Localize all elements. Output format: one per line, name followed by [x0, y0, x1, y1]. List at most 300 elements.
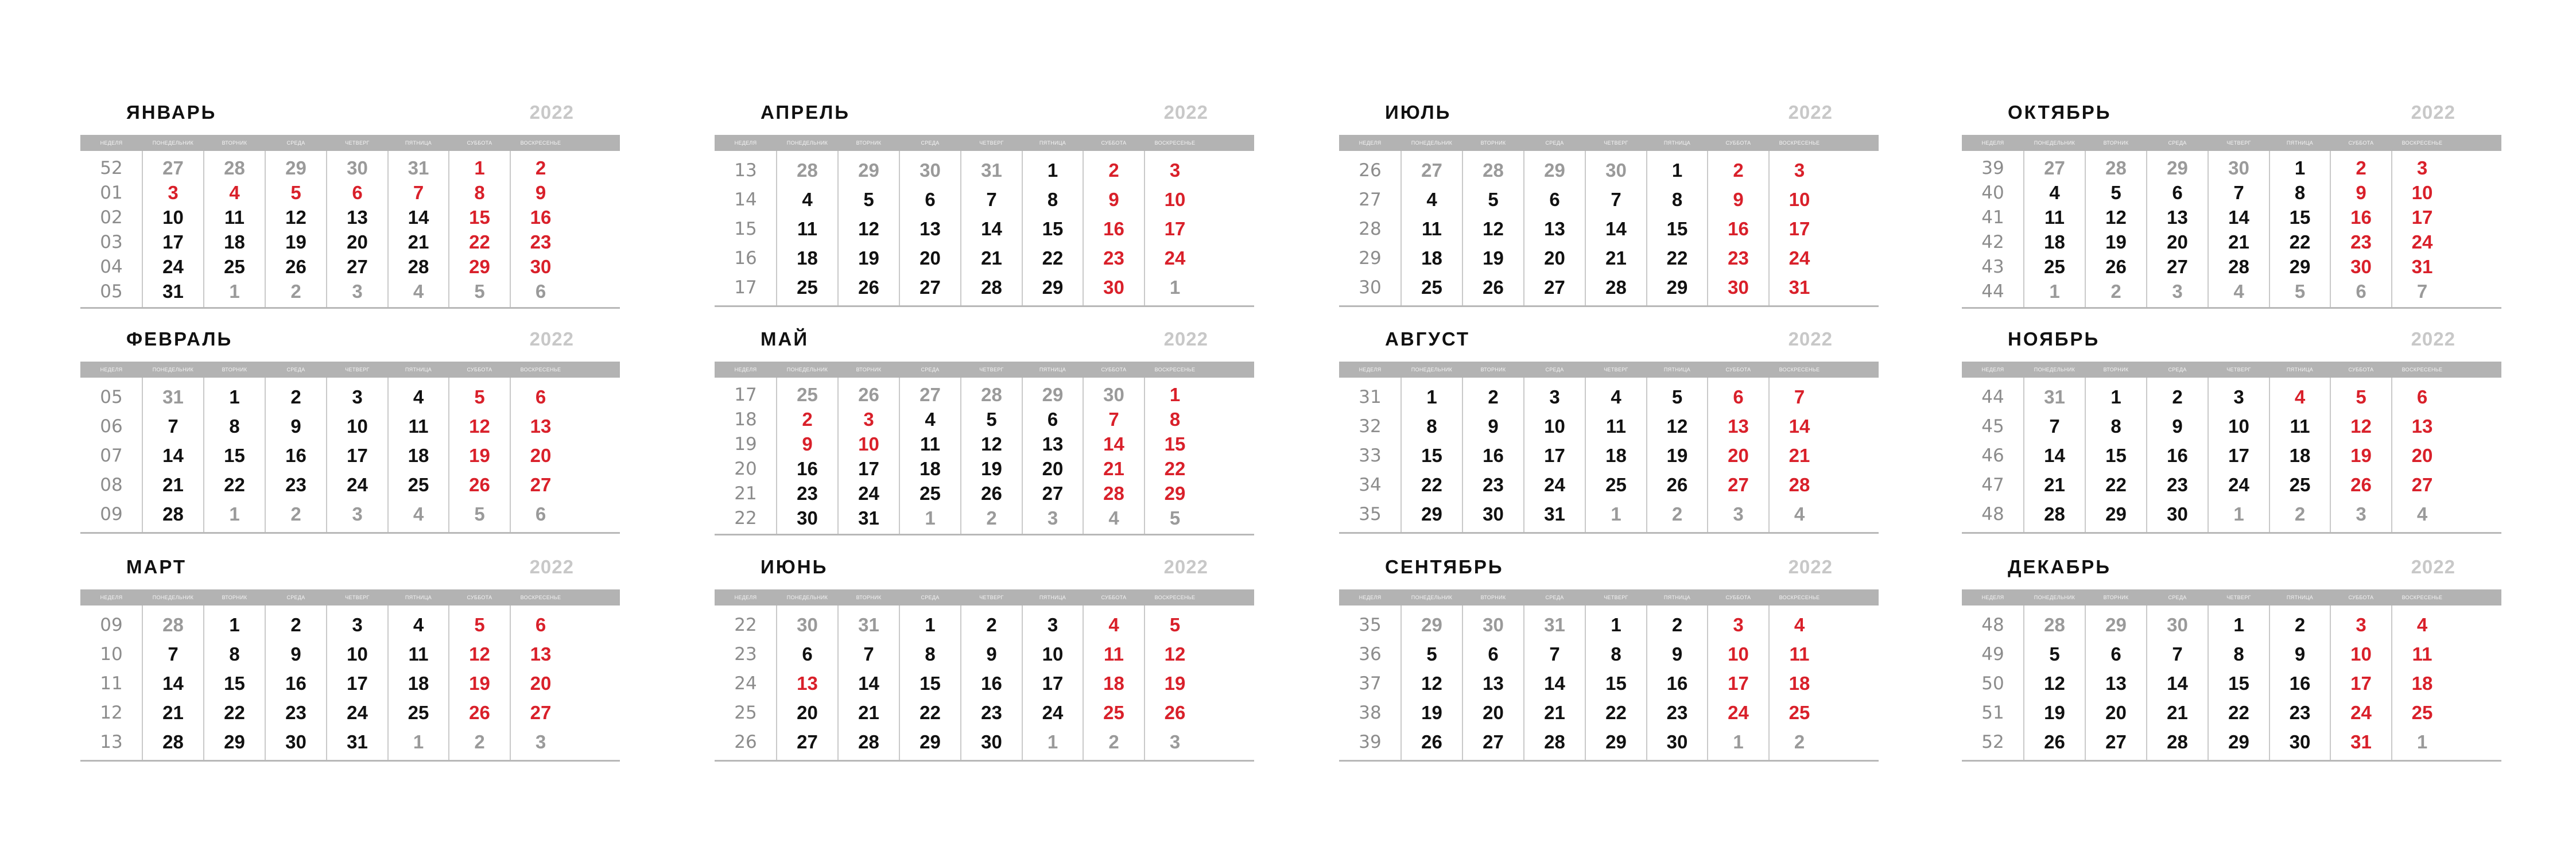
month-bottom-rule [1339, 532, 1879, 534]
day-cell: 3 [2356, 503, 2366, 525]
weekday-header: СРЕДА [286, 140, 305, 146]
weekday-header: ВТОРНИК [2103, 595, 2129, 600]
week-row [80, 639, 620, 669]
day-cell: 14 [2228, 206, 2249, 228]
day-cell: 2 [290, 503, 301, 525]
day-cell: 3 [1047, 507, 1058, 529]
column-divider [1707, 151, 1708, 305]
day-cell: 6 [535, 503, 546, 525]
week-number: 17 [734, 277, 757, 298]
week-row [715, 727, 1254, 756]
day-cell: 20 [1728, 444, 1749, 466]
weekday-header: ВТОРНИК [222, 595, 247, 600]
column-divider [510, 151, 511, 307]
week-row [1339, 441, 1879, 470]
day-cell: 15 [1605, 672, 1627, 694]
month-year: 2022 [529, 102, 574, 123]
day-cell: 15 [1421, 444, 1442, 466]
week-row [80, 279, 620, 304]
day-cell: 17 [1164, 218, 1186, 239]
weekday-header: СРЕДА [921, 140, 940, 146]
day-cell: 2 [1794, 731, 1805, 752]
day-cell: 23 [981, 701, 1002, 723]
day-cell: 26 [1666, 473, 1688, 495]
column-divider [2146, 151, 2147, 307]
day-cell: 5 [2049, 643, 2060, 665]
day-cell: 1 [2416, 731, 2428, 752]
column-divider [837, 606, 839, 760]
day-cell: 28 [981, 383, 1002, 405]
day-cell: 15 [2228, 672, 2249, 694]
day-cell: 2 [535, 157, 546, 178]
week-row [1962, 412, 2501, 441]
week-number-header: НЕДЕЛЯ [1981, 367, 2004, 372]
day-cell: 3 [2233, 386, 2244, 407]
day-cell: 23 [1103, 247, 1124, 269]
column-divider [387, 606, 389, 760]
weekday-header: ВОСКРЕСЕНЬЕ [2402, 595, 2443, 600]
day-cell: 3 [352, 280, 363, 302]
week-number: 26 [734, 731, 757, 752]
month-name: МАРТ [126, 556, 187, 577]
day-cell: 11 [1422, 218, 1442, 239]
weekday-header: СРЕДА [2168, 140, 2187, 146]
week-row [1339, 499, 1879, 529]
day-cell: 12 [1164, 643, 1186, 665]
day-cell: 26 [2350, 473, 2372, 495]
column-divider [1083, 606, 1084, 760]
week-number: 48 [1981, 614, 2004, 635]
column-divider [1646, 151, 1647, 305]
column-divider [2269, 378, 2270, 532]
day-cell: 1 [1047, 731, 1058, 752]
week-row [80, 499, 620, 529]
day-cell: 30 [530, 255, 552, 277]
day-cell: 30 [285, 731, 307, 752]
day-cell: 2 [1671, 614, 1683, 635]
day-cell: 18 [1605, 444, 1627, 466]
weekday-header: СУББОТА [467, 595, 492, 600]
day-cell: 16 [2167, 444, 2188, 466]
day-cell: 19 [1164, 672, 1186, 694]
weekday-header: ПОНЕДЕЛЬНИК [152, 595, 194, 600]
day-cell: 5 [474, 614, 485, 635]
column-divider [265, 151, 266, 307]
column-divider [203, 378, 204, 532]
day-cell: 16 [797, 457, 818, 479]
day-cell: 7 [2416, 280, 2428, 302]
day-cell: 11 [1104, 643, 1124, 665]
weekday-header: ВТОРНИК [856, 367, 882, 372]
day-cell: 2 [986, 507, 997, 529]
day-cell: 25 [2289, 473, 2311, 495]
week-row [1339, 273, 1879, 302]
day-cell: 28 [858, 731, 879, 752]
month-bottom-rule [1962, 532, 2501, 534]
day-cell: 27 [162, 157, 184, 178]
week-number: 19 [734, 433, 757, 455]
day-cell: 2 [2294, 614, 2306, 635]
week-number-header: НЕДЕЛЯ [100, 367, 123, 372]
week-number: 35 [1359, 503, 1382, 525]
weekday-header: ПЯТНИЦА [405, 140, 432, 146]
day-cell: 27 [1544, 276, 1565, 298]
weekday-header: СУББОТА [1101, 367, 1127, 372]
day-cell: 18 [408, 672, 429, 694]
day-cell: 3 [535, 731, 546, 752]
week-row [1962, 499, 2501, 529]
day-cell: 21 [2228, 231, 2249, 253]
column-divider [1523, 606, 1524, 760]
week-row [1339, 185, 1879, 214]
week-number: 27 [1359, 189, 1382, 210]
day-cell: 8 [1611, 643, 1621, 665]
day-cell: 31 [347, 731, 368, 752]
month-block [80, 555, 620, 762]
day-cell: 4 [2233, 280, 2244, 302]
day-cell: 18 [920, 457, 941, 479]
day-cell: 29 [2105, 614, 2127, 635]
day-cell: 3 [352, 614, 363, 635]
day-cell: 5 [863, 188, 874, 210]
day-cell: 3 [1794, 159, 1805, 181]
day-cell: 28 [2167, 731, 2188, 752]
column-divider [2208, 151, 2209, 307]
day-cell: 1 [1426, 386, 1437, 407]
day-cell: 14 [1605, 218, 1627, 239]
day-cell: 4 [2416, 503, 2428, 525]
day-cell: 26 [1421, 731, 1442, 752]
day-cell: 6 [352, 181, 363, 203]
day-cell: 2 [2111, 280, 2121, 302]
day-cell: 7 [168, 415, 179, 437]
column-divider [837, 151, 839, 305]
month-year: 2022 [1788, 328, 1833, 350]
week-row [80, 180, 620, 205]
day-cell: 20 [1042, 457, 1064, 479]
day-cell: 27 [530, 473, 552, 495]
weekday-header: ВТОРНИК [222, 367, 247, 372]
day-cell: 4 [413, 386, 424, 407]
day-cell: 16 [2289, 672, 2311, 694]
week-row [715, 481, 1254, 506]
day-cell: 28 [408, 255, 429, 277]
day-cell: 18 [224, 231, 245, 253]
weekday-header: ЧЕТВЕРГ [345, 367, 370, 372]
weekday-header: ЧЕТВЕРГ [979, 595, 1004, 600]
day-cell: 15 [1164, 433, 1186, 455]
week-number: 09 [100, 614, 123, 635]
day-cell: 10 [2411, 181, 2433, 203]
day-cell: 29 [1544, 159, 1565, 181]
day-cell: 5 [290, 181, 301, 203]
month-grid [1339, 378, 1879, 532]
column-divider [142, 606, 143, 760]
day-cell: 31 [1544, 503, 1565, 525]
day-cell: 1 [1169, 383, 1181, 405]
day-cell: 10 [1789, 188, 1810, 210]
column-divider [2146, 606, 2147, 760]
week-number-header: НЕДЕЛЯ [734, 140, 757, 146]
day-cell: 24 [1789, 247, 1810, 269]
weekday-header: ПЯТНИЦА [405, 367, 432, 372]
week-row [715, 185, 1254, 214]
day-cell: 12 [1483, 218, 1504, 239]
day-cell: 10 [1728, 643, 1749, 665]
day-cell: 1 [2233, 503, 2244, 525]
day-cell: 17 [2350, 672, 2372, 694]
month-year: 2022 [2411, 556, 2455, 577]
day-cell: 17 [2411, 206, 2433, 228]
week-number: 06 [100, 416, 123, 437]
day-cell: 22 [469, 231, 490, 253]
day-cell: 19 [469, 444, 490, 466]
day-cell: 12 [858, 218, 879, 239]
day-cell: 1 [1047, 159, 1058, 181]
column-divider [776, 606, 777, 760]
week-number: 34 [1359, 474, 1382, 495]
day-cell: 2 [1108, 731, 1119, 752]
week-row [1339, 669, 1879, 698]
day-cell: 2 [1733, 159, 1744, 181]
day-cell: 5 [2111, 181, 2121, 203]
column-divider [1462, 378, 1463, 532]
weekday-header: ВОСКРЕСЕНЬЕ [1779, 595, 1820, 600]
day-cell: 5 [1488, 188, 1499, 210]
week-number: 14 [734, 189, 757, 210]
day-cell: 28 [1544, 731, 1565, 752]
day-cell: 4 [1611, 386, 1621, 407]
weekday-header: ВОСКРЕСЕНЬЕ [520, 140, 561, 146]
week-number: 26 [1359, 160, 1382, 181]
day-cell: 16 [1666, 672, 1688, 694]
day-cell: 27 [1483, 731, 1504, 752]
month-header [1339, 327, 1879, 362]
day-cell: 10 [347, 643, 368, 665]
day-cell: 27 [2167, 255, 2188, 277]
day-cell: 1 [1671, 159, 1683, 181]
month-header [715, 555, 1254, 589]
month-name: ОКТЯБРЬ [2008, 102, 2112, 123]
day-cell: 1 [229, 614, 240, 635]
day-cell: 24 [1042, 701, 1064, 723]
day-cell: 5 [2294, 280, 2306, 302]
day-cell: 12 [2105, 206, 2127, 228]
day-cell: 4 [1108, 614, 1119, 635]
day-cell: 3 [1549, 386, 1560, 407]
day-cell: 23 [2350, 231, 2372, 253]
month-bottom-rule [715, 534, 1254, 535]
day-cell: 1 [413, 731, 424, 752]
day-cell: 19 [2105, 231, 2127, 253]
day-cell: 14 [2167, 672, 2188, 694]
week-number: 15 [734, 218, 757, 239]
weekday-header: СУББОТА [467, 367, 492, 372]
week-number: 41 [1981, 207, 2004, 228]
day-cell: 8 [229, 415, 240, 437]
month-block [715, 100, 1254, 307]
week-number: 18 [734, 409, 757, 430]
weekday-header: ЧЕТВЕРГ [1604, 140, 1628, 146]
weekday-header-bar [80, 135, 620, 151]
week-row [1962, 470, 2501, 499]
day-cell: 28 [2044, 614, 2065, 635]
day-cell: 5 [1169, 614, 1181, 635]
column-divider [2085, 151, 2086, 307]
day-cell: 21 [981, 247, 1002, 269]
week-number: 32 [1359, 416, 1382, 437]
weekday-header: ПОНЕДЕЛЬНИК [1411, 140, 1453, 146]
day-cell: 21 [1103, 457, 1124, 479]
day-cell: 29 [1421, 503, 1442, 525]
week-number: 48 [1981, 503, 2004, 525]
day-cell: 3 [2172, 280, 2183, 302]
week-number: 21 [734, 483, 757, 504]
column-divider [960, 378, 961, 534]
day-cell: 23 [1728, 247, 1749, 269]
column-divider [1585, 378, 1586, 532]
month-year: 2022 [1788, 556, 1833, 577]
month-header [1962, 327, 2501, 362]
day-cell: 25 [797, 276, 818, 298]
week-number: 52 [1981, 731, 2004, 752]
weekday-header: ЧЕТВЕРГ [2226, 140, 2251, 146]
day-cell: 21 [858, 701, 879, 723]
month-grid [1962, 606, 2501, 760]
day-cell: 27 [920, 383, 941, 405]
month-header [1339, 555, 1879, 589]
day-cell: 20 [2167, 231, 2188, 253]
day-cell: 23 [797, 482, 818, 504]
week-number: 44 [1981, 386, 2004, 407]
day-cell: 31 [2411, 255, 2433, 277]
month-year: 2022 [1788, 102, 1833, 123]
column-divider [1083, 151, 1084, 305]
day-cell: 26 [285, 255, 307, 277]
day-cell: 3 [1733, 614, 1744, 635]
day-cell: 5 [1671, 386, 1683, 407]
weekday-header: ВОСКРЕСЕНЬЕ [2402, 367, 2443, 372]
day-cell: 2 [1488, 386, 1499, 407]
day-cell: 23 [285, 701, 307, 723]
day-cell: 9 [2294, 643, 2306, 665]
week-number: 37 [1359, 673, 1382, 694]
day-cell: 31 [1544, 614, 1565, 635]
day-cell: 19 [285, 231, 307, 253]
day-cell: 20 [2411, 444, 2433, 466]
weekday-header: СУББОТА [1725, 595, 1751, 600]
day-cell: 27 [920, 276, 941, 298]
week-row [1339, 412, 1879, 441]
day-cell: 5 [2356, 386, 2366, 407]
week-number: 29 [1359, 247, 1382, 269]
day-cell: 11 [1789, 643, 1810, 665]
weekday-header: ВОСКРЕСЕНЬЕ [520, 595, 561, 600]
day-cell: 26 [2105, 255, 2127, 277]
day-cell: 24 [2228, 473, 2249, 495]
weekday-header: ПОНЕДЕЛЬНИК [1411, 595, 1453, 600]
month-block [1339, 100, 1879, 307]
day-cell: 13 [2411, 415, 2433, 437]
month-grid [80, 151, 620, 307]
day-cell: 8 [1047, 188, 1058, 210]
day-cell: 23 [2289, 701, 2311, 723]
week-number: 38 [1359, 702, 1382, 723]
week-row [715, 432, 1254, 456]
day-cell: 13 [2167, 206, 2188, 228]
day-cell: 29 [2167, 157, 2188, 178]
week-number: 39 [1359, 731, 1382, 752]
week-number: 47 [1981, 474, 2004, 495]
day-cell: 11 [2412, 643, 2433, 665]
week-number: 20 [734, 458, 757, 479]
column-divider [899, 606, 900, 760]
day-cell: 30 [1605, 159, 1627, 181]
day-cell: 3 [2416, 157, 2428, 178]
day-cell: 18 [408, 444, 429, 466]
day-cell: 29 [1042, 276, 1064, 298]
weekday-header: СУББОТА [1725, 367, 1751, 372]
day-cell: 27 [2105, 731, 2127, 752]
week-row [715, 610, 1254, 639]
day-cell: 17 [162, 231, 184, 253]
column-divider [326, 378, 327, 532]
day-cell: 9 [802, 433, 813, 455]
week-row [1962, 441, 2501, 470]
month-header [715, 100, 1254, 135]
month-bottom-rule [80, 760, 620, 762]
month-block [1962, 327, 2501, 534]
day-cell: 17 [1728, 672, 1749, 694]
day-cell: 3 [168, 181, 179, 203]
week-row [80, 610, 620, 639]
day-cell: 31 [2044, 386, 2065, 407]
day-cell: 18 [1421, 247, 1442, 269]
day-cell: 16 [530, 206, 552, 228]
month-grid [715, 378, 1254, 534]
day-cell: 30 [2167, 503, 2188, 525]
weekday-header: СУББОТА [2348, 595, 2374, 600]
day-cell: 1 [2233, 614, 2244, 635]
day-cell: 6 [925, 188, 936, 210]
week-number-header: НЕДЕЛЯ [1359, 595, 1382, 600]
week-number-header: НЕДЕЛЯ [100, 595, 123, 600]
week-number: 08 [100, 474, 123, 495]
day-cell: 2 [2294, 503, 2306, 525]
day-cell: 30 [347, 157, 368, 178]
column-divider [2391, 606, 2392, 760]
day-cell: 26 [1483, 276, 1504, 298]
day-cell: 22 [2105, 473, 2127, 495]
day-cell: 17 [347, 444, 368, 466]
day-cell: 2 [1108, 159, 1119, 181]
day-cell: 27 [1421, 159, 1442, 181]
day-cell: 23 [285, 473, 307, 495]
weekday-header: ПЯТНИЦА [1663, 140, 1691, 146]
weekday-header: ПОНЕДЕЛЬНИК [2034, 140, 2075, 146]
month-year: 2022 [2411, 328, 2455, 350]
month-block [1339, 327, 1879, 534]
day-cell: 3 [352, 386, 363, 407]
weekday-header: ЧЕТВЕРГ [345, 140, 370, 146]
column-divider [1022, 606, 1023, 760]
week-number: 30 [1359, 277, 1382, 298]
day-cell: 12 [2350, 415, 2372, 437]
day-cell: 26 [2044, 731, 2065, 752]
week-row [715, 407, 1254, 432]
day-cell: 16 [1728, 218, 1749, 239]
day-cell: 27 [1042, 482, 1064, 504]
